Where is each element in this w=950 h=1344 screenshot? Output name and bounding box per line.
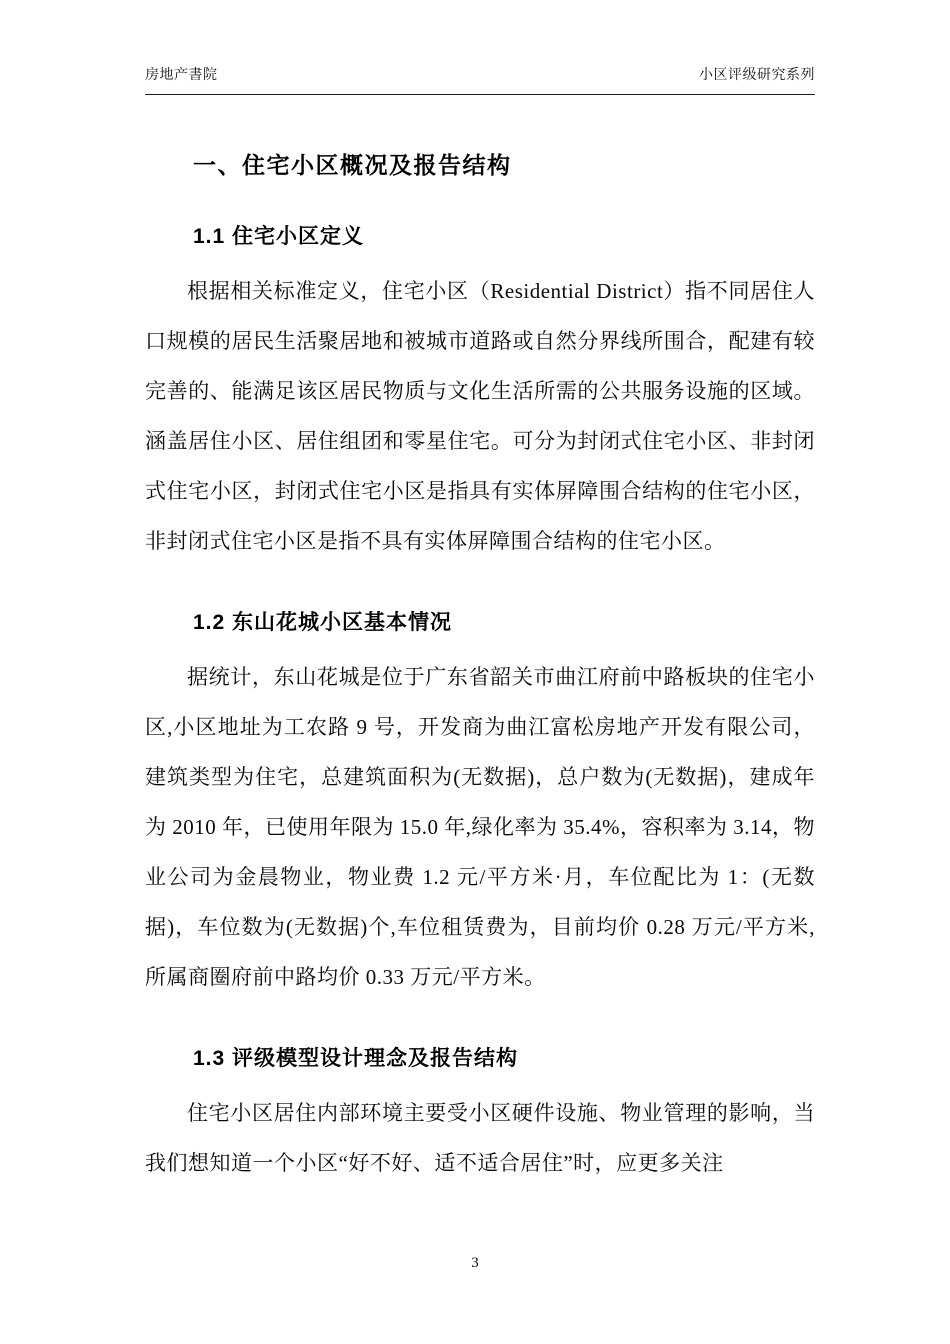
section-heading-1-2: 1.2 东山花城小区基本情况 — [193, 611, 453, 634]
section-1-3-paragraph: 住宅小区居住内部环境主要受小区硬件设施、物业管理的影响，当我们想知道一个小区“好不好、适不适合居住”时，应更多关注 — [145, 1101, 815, 1175]
page-footer — [0, 1255, 950, 1272]
section-1-1-paragraph: 根据相关标准定义，住宅小区（Residential District）指不同居住人口规模的居民生活聚居地和被城市道路或自然分界线所围合，配建有较完善的、能满足该区居民物质与文化生活所需的公共服务设施的区域。涵盖居住小区、居住组团和零星住宅。可分为封闭式住宅小区、非封闭式住宅小区，封闭式住宅小区是指具有实体屏障围合结构的住宅小区，非封闭式住宅小区是指不具有实体屏障围合结构的住宅小区。 — [145, 279, 815, 553]
section-heading-1-1: 1.1 住宅小区定义 — [193, 225, 365, 248]
section-1-2-paragraph: 据统计，东山花城是位于广东省韶关市曲江府前中路板块的住宅小区,小区地址为工农路 9 号，开发商为曲江富松房地产开发有限公司，建筑类型为住宅，总建筑面积为(无数据)，总户数为(无数据)，建成年为 2010 年，已使用年限为 15.0 年,绿化率为 35.4%，容积率为 3.14，物业公司为金晨物业，物业费 1.2 元/平方米·月，车位配比为 1：(无数据)，车位数为(无数据)个,车位租赁费为，目前均价 0.28 万元/平方米,所属商圈府前中路均价 0.33 万元/平方米。 — [145, 665, 815, 989]
header-brand: 房地产書院 — [145, 68, 218, 83]
chapter-heading: 一、住宅小区概况及报告结构 — [193, 152, 512, 178]
page-number: 3 — [471, 1255, 479, 1271]
page-header — [145, 64, 815, 95]
header-series-title: 小区评级研究系列 — [699, 68, 815, 83]
section-heading-1-3: 1.3 评级模型设计理念及报告结构 — [193, 1047, 519, 1070]
